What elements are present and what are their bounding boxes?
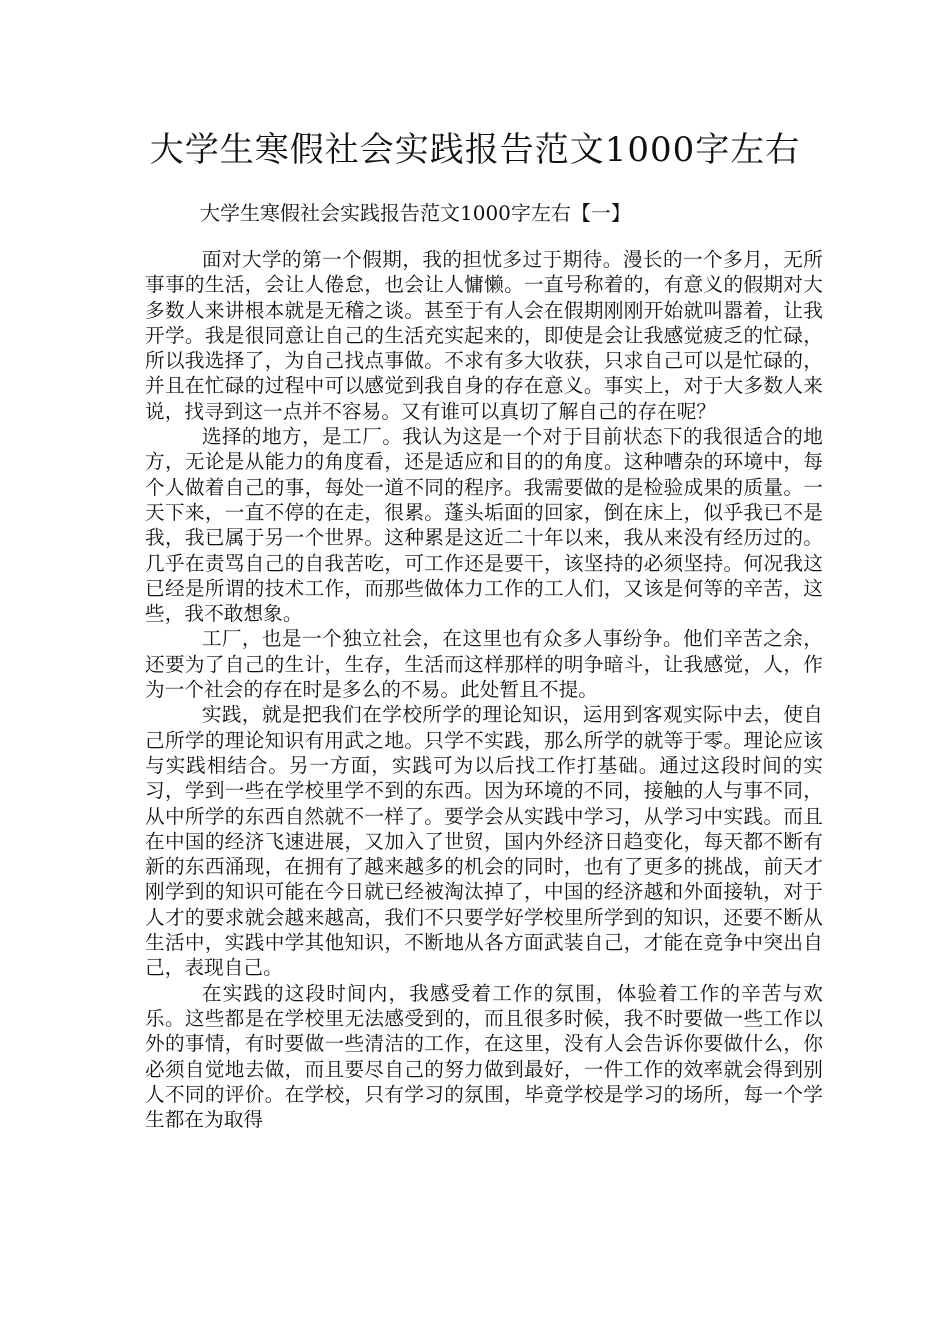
document-body: [145, 247, 823, 1132]
paragraph: 实践，就是把我们在学校所学的理论知识，运用到客观实际中去，使自己所学的理论知识有用武之地。只学不实践，那么所学的就等于零。理论应该与实践相结合。另一方面，实践可为以后找工作打基础。通过这段时间的实习，学到一些在学校里学不到的东西。因为环境的不同，接触的人与事不同，从中所学的东西自然就不一样了。要学会从实践中学习，从学习中实践。而且在中国的经济飞速进展，又加入了世贸，国内外经济日趋变化，每天都不断有新的东西涌现，在拥有了越来越多的机会的同时，也有了更多的挑战，前天才刚学到的知识可能在今日就已经被淘汰掉了，中国的经济越和外面接轨，对于人才的要求就会越来越高，我们不只要学好学校里所学到的知识，还要不断从生活中，实践中学其他知识，不断地从各方面武装自己，才能在竞争中突出自己，表现自己。: [145, 703, 823, 980]
paragraph: 选择的地方，是工厂。我认为这是一个对于目前状态下的我很适合的地方，无论是从能力的角度看，还是适应和目的的角度。这种嘈杂的环境中，每个人做着自己的事，每处一道不同的程序。我需要做的是检验成果的质量。一天下来，一直不停的在走，很累。蓬头垢面的回家，倒在床上，似乎我已不是我，我已属于另一个世界。这种累是这近二十年以来，我从来没有经历过的。几乎在责骂自己的自我苦吃，可工作还是要干，该坚持的必须坚持。何况我这已经是所谓的技术工作，而那些做体力工作的工人们，又该是何等的辛苦，这些，我不敢想象。: [145, 425, 823, 626]
paragraph: 工厂，也是一个独立社会，在这里也有众多人事纷争。他们辛苦之余，还要为了自己的生计，生存，生活而这样那样的明争暗斗，让我感觉，人，作为一个社会的存在时是多么的不易。此处暂且不提。: [145, 627, 823, 702]
paragraph: 在实践的这段时间内，我感受着工作的氛围，体验着工作的辛苦与欢乐。这些都是在学校里无法感受到的，而且很多时候，我不时要做一些工作以外的事情，有时要做一些清洁的工作，在这里，没有人会告诉你要做什么，你必须自觉地去做，而且要尽自己的努力做到最好，一件工作的效率就会得到别人不同的评价。在学校，只有学习的氛围，毕竟学校是学习的场所，每一个学生都在为取得: [145, 981, 823, 1132]
section-heading: 大学生寒假社会实践报告范文1000字左右【一】: [200, 201, 631, 225]
document-title: 大学生寒假社会实践报告范文1000字左右: [149, 130, 801, 170]
paragraph: 面对大学的第一个假期，我的担忧多过于期待。漫长的一个多月，无所事事的生活，会让人倦怠，也会让人慵懒。一直号称着的，有意义的假期对大多数人来讲根本就是无稽之谈。甚至于有人会在假期刚刚开始就叫嚣着，让我开学。我是很同意让自己的生活充实起来的，即使是会让我感觉疲乏的忙碌，所以我选择了，为自己找点事做。不求有多大收获，只求自己可以是忙碌的，并且在忙碌的过程中可以感觉到我自身的存在意义。事实上，对于大多数人来说，找寻到这一点并不容易。又有谁可以真切了解自己的存在呢？: [145, 248, 823, 423]
